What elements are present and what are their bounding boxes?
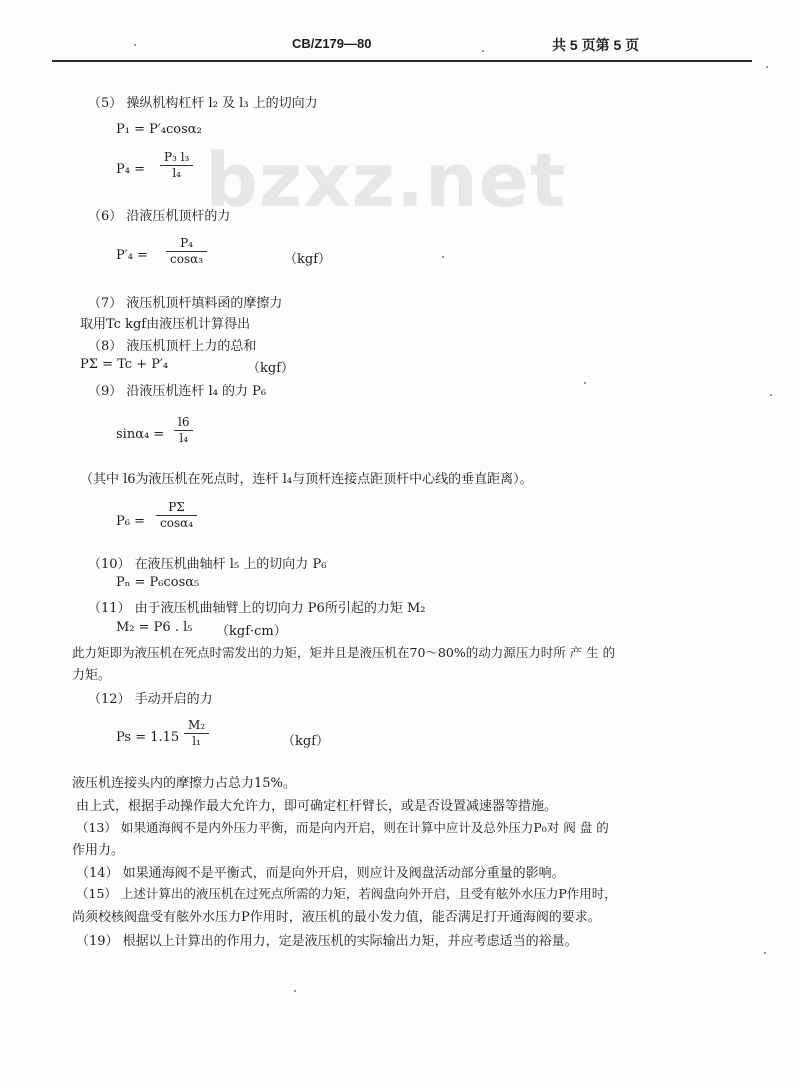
sec5-eq2-numerator: P₃ l₃ <box>160 150 193 166</box>
sec11-title: （11） 由于液压机曲轴臂上的切向力 P6所引起的力矩 M₂ <box>88 601 426 616</box>
sec12-unit: （kgf） <box>282 734 330 749</box>
sec6-unit: （kgf） <box>284 252 332 267</box>
sec12-lhs: Ps = 1.15 <box>116 730 180 745</box>
scan-speck <box>766 66 768 68</box>
sec11-unit: （kgf·cm） <box>216 624 287 639</box>
sec11-paragraph-end: 力矩。 <box>72 668 112 683</box>
sec9-numerator: l6 <box>174 415 193 431</box>
sec12-denominator: l₁ <box>192 734 201 748</box>
sec8-unit: （kgf） <box>247 361 295 376</box>
sec7-text: 取用Tc kgf由液压机计算得出 <box>80 317 251 332</box>
sec12-fraction <box>184 718 209 749</box>
sec9-title: （9） 沿液压机连杆 l₄ 的力 P₆ <box>88 384 267 399</box>
paragraph: 液压机连接头内的摩擦力占总力15%。 <box>72 776 296 791</box>
sec9-lhs: sinα₄ = <box>116 427 165 442</box>
sec6-numerator: P₄ <box>166 236 207 252</box>
scan-speck <box>482 50 484 52</box>
sec6-denominator: cosα₃ <box>170 252 204 266</box>
sec5-eq2-lhs: P₄ = <box>116 162 145 177</box>
scan-speck <box>134 44 136 46</box>
scan-speck <box>770 394 772 396</box>
watermark-text: bzxz.net <box>205 138 567 224</box>
p6-denominator: cosα₄ <box>160 516 194 530</box>
sec5-eq2-denominator: l₄ <box>172 166 181 180</box>
sec9-denominator: l₄ <box>179 431 189 445</box>
scan-speck <box>442 256 444 258</box>
sec8-eq: PΣ = Tc + P′₄ <box>80 357 169 372</box>
sec5-eq1: P₁ = P′₄cosα₂ <box>116 122 202 137</box>
sec11-paragraph: 此力矩即为液压机在死点时需发出的力矩，矩并且是液压机在70～80%的动力源压力时所 产 生 的 <box>72 645 616 660</box>
p6-numerator: PΣ <box>156 500 197 516</box>
paragraph: 由上式，根据手动操作最大允许力，即可确定杠杆臂长，或是否设置减速器等措施。 <box>76 799 558 814</box>
paragraph: （15） 上述计算出的液压机在过死点所需的力矩，若阀盘向外开启，且受有舷外水压力P作用时， <box>76 886 617 901</box>
scan-speck <box>764 952 766 954</box>
sec10-title: （10） 在液压机曲轴杆 l₅ 上的切向力 P₆ <box>88 557 327 572</box>
sec12-title: （12） 手动开启的力 <box>88 692 213 707</box>
sec5-eq2-fraction <box>160 150 193 181</box>
paragraph: 作用力。 <box>72 843 125 858</box>
sec7-title: （7） 液压机顶杆填料函的摩擦力 <box>88 296 283 311</box>
p6-fraction <box>156 500 197 531</box>
paragraph: （13） 如果通海阀不是内外压力平衡，而是向内开启，则在计算中应计及总外压力P₀对 阀 盘 的 <box>76 820 609 835</box>
sec6-fraction <box>166 236 207 267</box>
sec11-eq: M₂ = P6 . l₅ <box>116 620 193 635</box>
paragraph: （14） 如果通海阀不是平衡式，而是向外开启，则应计及阀盘活动部分重量的影响。 <box>76 866 565 881</box>
sec5-title: （5） 操纵机构杠杆 l₂ 及 l₃ 上的切向力 <box>88 96 318 111</box>
scan-speck <box>584 382 586 384</box>
sec10-eq: Pₙ = P₆cosα₅ <box>116 575 200 590</box>
header-rule <box>52 60 752 62</box>
p6-lhs: P₆ = <box>116 514 145 529</box>
sec6-title: （6） 沿液压机顶杆的力 <box>88 209 231 224</box>
paragraph: 尚须校核阀盘受有舷外水压力P作用时，液压机的最小发力值，能否满足打开通海阀的要求。 <box>72 910 601 925</box>
sec9-note: （其中 l6为液压机在死点时，连杆 l₄与顶杆连接点距顶杆中心线的垂直距离）。 <box>80 472 533 487</box>
sec8-title: （8） 液压机顶杆上力的总和 <box>88 339 257 354</box>
sec12-numerator: M₂ <box>184 718 209 734</box>
standard-code: CB/Z179—80 <box>292 36 372 51</box>
sec9-fraction <box>174 415 193 446</box>
paragraph: （19） 根据以上计算出的作用力，定是液压机的实际输出力矩，并应考虑适当的裕量。 <box>76 934 578 949</box>
sec6-lhs: P′₄ = <box>116 248 148 263</box>
page-number: 共 5 页第 5 页 <box>552 37 640 53</box>
scan-speck <box>294 990 296 992</box>
